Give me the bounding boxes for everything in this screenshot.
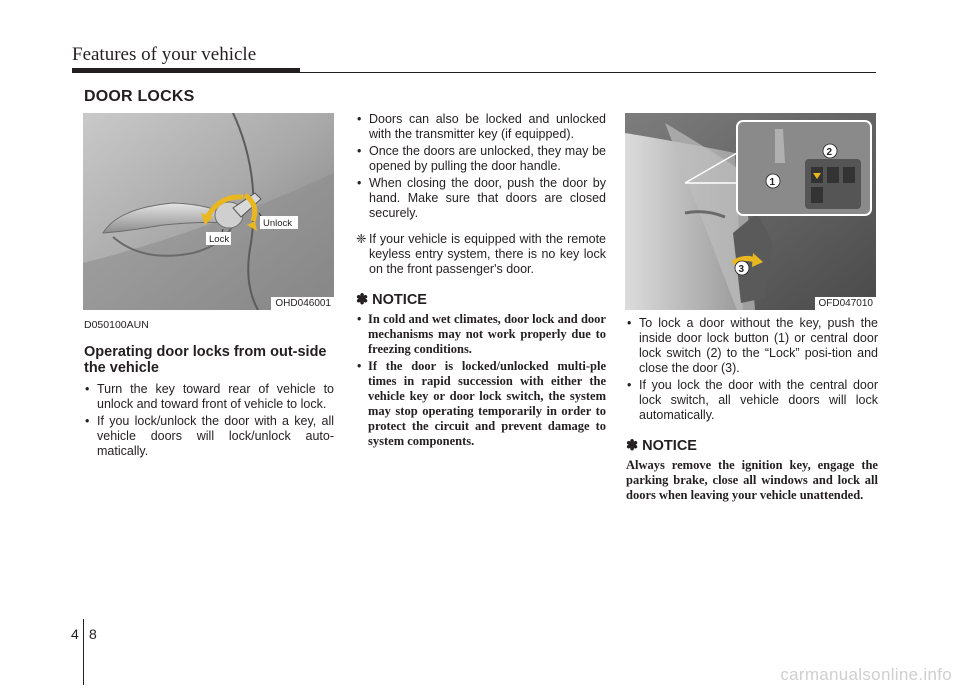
column-2 [356,112,606,451]
subheading: Operating door locks from out-side the vehicle [84,344,327,376]
figure-code: OHD046001 [271,297,334,310]
list-item: • Once the doors are unlocked, they may be opened by pulling the door handle. [356,144,606,174]
callout-1: 1 [769,177,776,188]
list-item: • Doors can also be locked and unlocked with the transmitter key (if equipped). [356,112,606,142]
bullet-list [626,316,878,423]
notice-heading: ✽ NOTICE [356,292,427,308]
running-header: Features of your vehicle [72,44,257,65]
section-title: DOOR LOCKS [84,88,195,105]
unlock-label: Unlock [263,218,293,229]
figure-code: OFD047010 [815,297,876,310]
column-3 [626,316,878,503]
notice-body: Always remove the ignition key, engage the parking brake, close all windows and lock all doors when leaving your vehicle unattended. [626,458,878,502]
notice-heading: ✽ NOTICE [626,438,697,454]
page-number-divider [83,619,84,685]
notice-list [356,312,606,449]
header-rule [72,72,876,73]
door-handle-illustration [83,113,334,310]
bullet-list [84,382,334,459]
lock-label: Lock [209,234,230,245]
callout-3: 3 [738,264,745,275]
page-number: 8 [89,626,97,642]
note-text: If your vehicle is equipped with the remote keyless entry system, there is no key lock on the front passenger's door. [369,232,606,276]
bullet-list [356,112,606,221]
list-item: • To lock a door without the key, push the inside door lock button (1) or central door lock switch (2) to the “Lock” posi-tion and close the door (3). [626,316,878,376]
note-symbol: ❈ [356,232,367,246]
chapter-number: 4 [71,626,79,642]
callout-2: 2 [826,147,833,158]
section-code: D050100AUN [84,319,149,331]
notice-item: • If the door is locked/unlocked multi-ple times in rapid succession with either the vehicle key or door lock switch, the system may stop operating temporarily in order to protect the circuit and prevent damage to system components. [356,359,606,449]
column-1 [84,318,334,461]
door-handle-figure [83,113,334,310]
list-item: • When closing the door, push the door by hand. Make sure that doors are closed securely. [356,176,606,221]
list-item: • If you lock the door with the central door lock switch, all vehicle doors will lock automatically. [626,378,878,423]
list-item: • Turn the key toward rear of vehicle to unlock and toward front of vehicle to lock. [84,382,334,412]
notice-item: • In cold and wet climates, door lock and door mechanisms may not work properly due to freezing conditions. [356,312,606,357]
watermark: carmanualsonline.info [780,665,952,684]
door-switch-figure [625,113,876,310]
door-switch-illustration [625,113,876,310]
note [356,232,606,277]
list-item: • If you lock/unlock the door with a key, all vehicle doors will lock/unlock auto-matically. [84,414,334,459]
